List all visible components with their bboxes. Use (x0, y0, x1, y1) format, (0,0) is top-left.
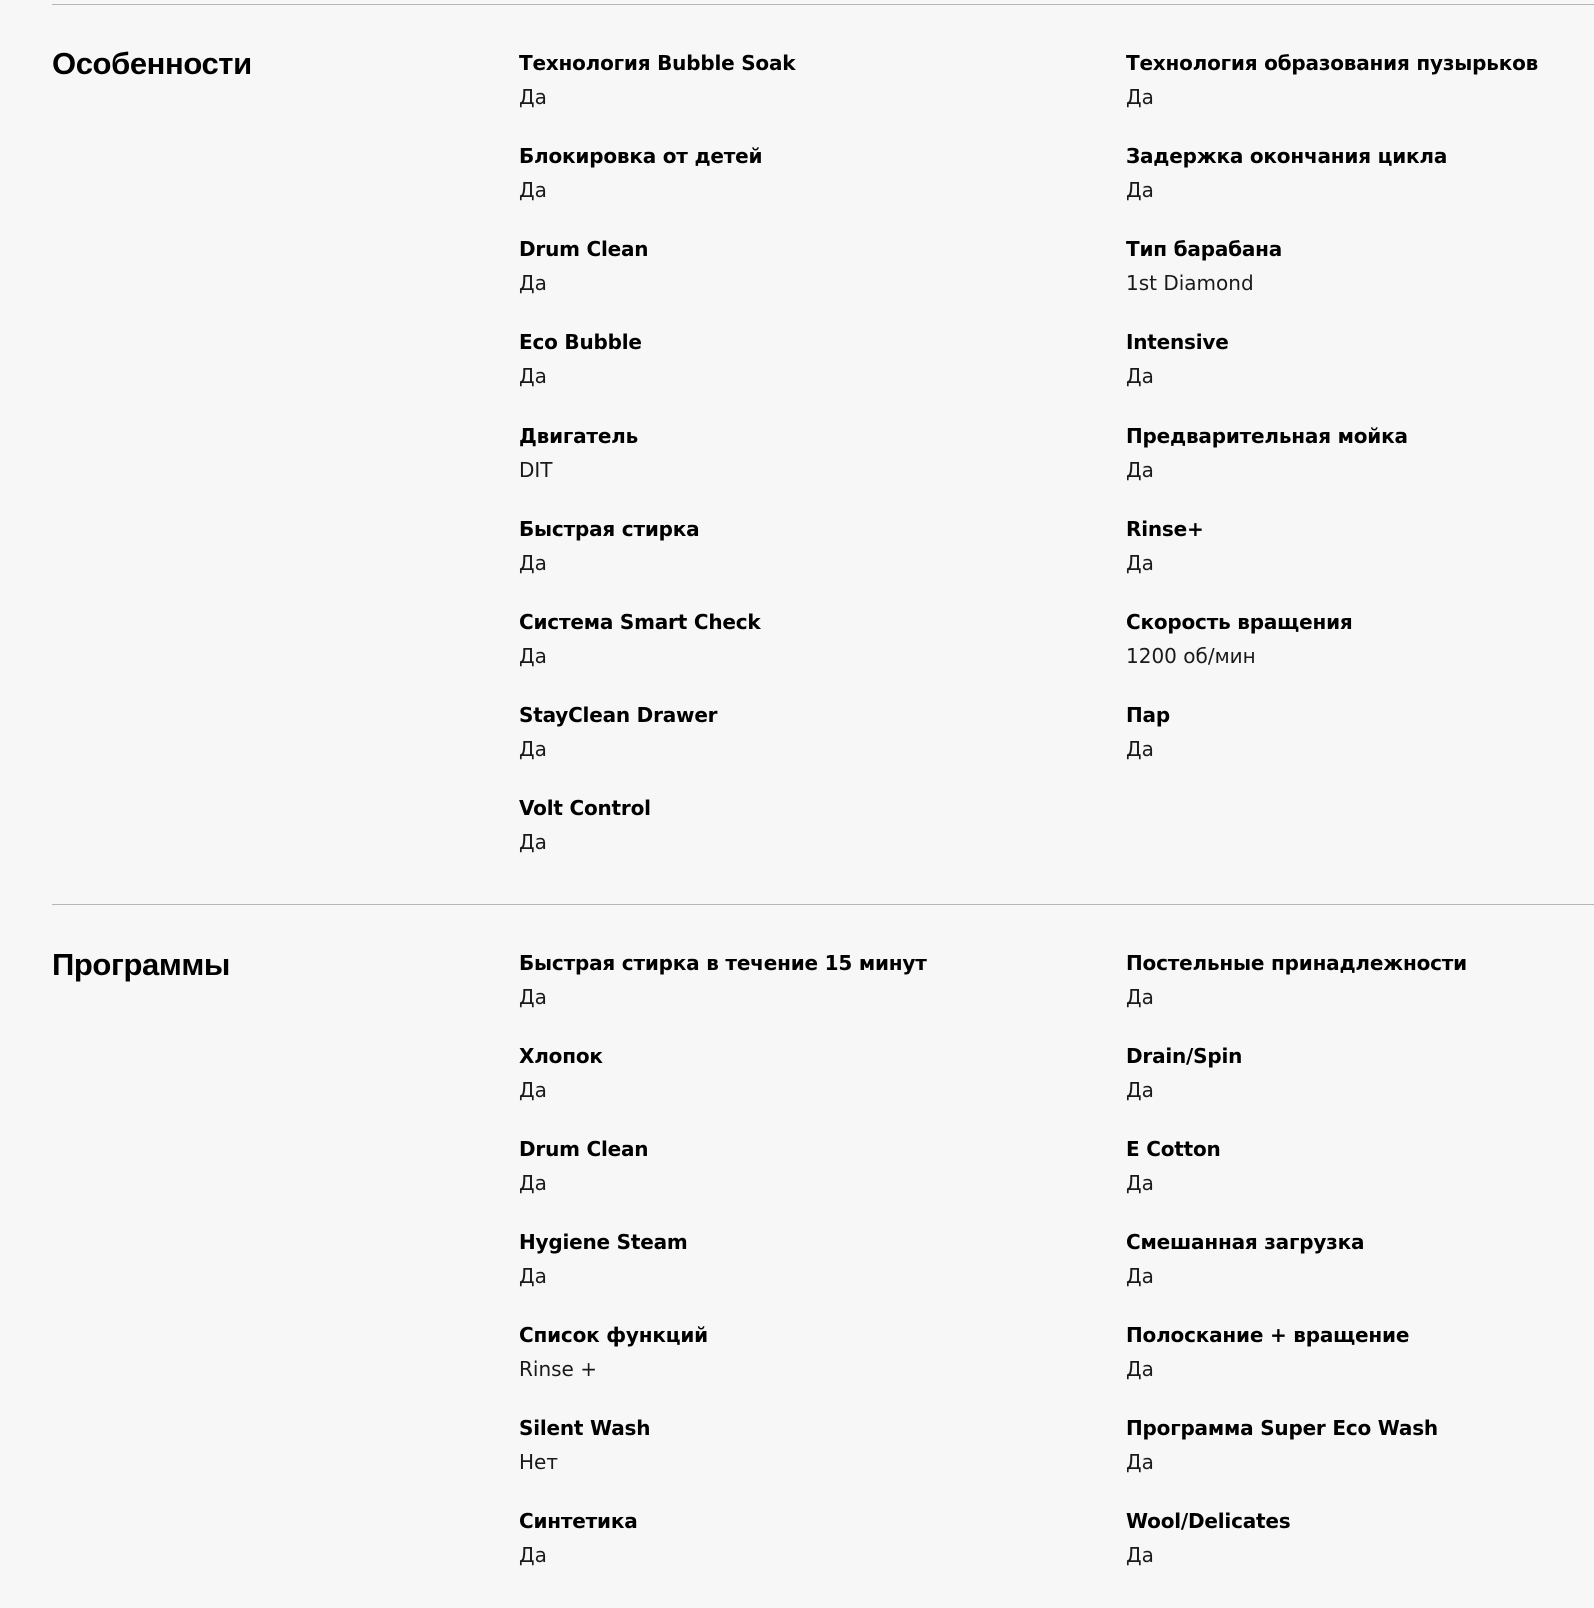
spec-item (519, 1043, 1039, 1103)
spec-item (1126, 143, 1594, 203)
spec-item (519, 795, 1039, 855)
section-divider-top (52, 4, 1594, 5)
spec-value: Да (519, 178, 547, 202)
spec-value: DIT (519, 458, 553, 482)
spec-label: Volt Control (519, 796, 651, 820)
spec-label: Синтетика (519, 1509, 638, 1533)
spec-label: Rinse+ (1126, 517, 1204, 541)
spec-label: Быстрая стирка в течение 15 минут (519, 951, 927, 975)
spec-value: Да (1126, 985, 1154, 1009)
spec-item (519, 1415, 1039, 1475)
spec-label: Wool/Delicates (1126, 1509, 1291, 1533)
spec-label: Программа Super Eco Wash (1126, 1416, 1438, 1440)
spec-value: 1200 об/мин (1126, 644, 1256, 668)
spec-label: Полоскание + вращение (1126, 1323, 1410, 1347)
spec-label: Список функций (519, 1323, 708, 1347)
spec-value: Да (1126, 1264, 1154, 1288)
spec-item (1126, 516, 1594, 576)
spec-item (1126, 236, 1594, 296)
spec-item (1126, 1322, 1594, 1382)
section-divider (52, 904, 1594, 905)
spec-item (519, 329, 1039, 389)
spec-label: Смешанная загрузка (1126, 1230, 1365, 1254)
spec-item (1126, 423, 1594, 483)
spec-item (1126, 1229, 1594, 1289)
spec-value: Да (519, 737, 547, 761)
spec-label: Hygiene Steam (519, 1230, 688, 1254)
spec-value: Да (519, 85, 547, 109)
spec-label: Блокировка от детей (519, 144, 763, 168)
spec-item (519, 1322, 1039, 1382)
spec-value: Да (519, 364, 547, 388)
spec-item (1126, 950, 1594, 1010)
spec-value: Да (1126, 737, 1154, 761)
spec-label: Технология Bubble Soak (519, 51, 796, 75)
spec-label: Технология образования пузырьков (1126, 51, 1539, 75)
spec-item (1126, 1415, 1594, 1475)
spec-label: Система Smart Check (519, 610, 761, 634)
spec-item (519, 609, 1039, 669)
spec-item (519, 423, 1039, 483)
spec-value: Да (519, 1543, 547, 1567)
section-programs (0, 945, 1594, 1605)
spec-label: StayClean Drawer (519, 703, 718, 727)
spec-value: Да (1126, 178, 1154, 202)
spec-item (1126, 609, 1594, 669)
spec-value: Да (519, 644, 547, 668)
spec-label: Задержка окончания цикла (1126, 144, 1448, 168)
spec-label: Eco Bubble (519, 330, 642, 354)
spec-label: Предварительная мойка (1126, 424, 1408, 448)
spec-label: E Cotton (1126, 1137, 1221, 1161)
section-features (0, 44, 1594, 854)
spec-value: 1st Diamond (1126, 271, 1254, 295)
spec-item (519, 702, 1039, 762)
spec-value: Нет (519, 1450, 558, 1474)
spec-value: Да (519, 551, 547, 575)
spec-item (1126, 50, 1594, 110)
spec-item (1126, 329, 1594, 389)
spec-value: Да (1126, 458, 1154, 482)
spec-item (519, 516, 1039, 576)
spec-item (519, 236, 1039, 296)
spec-label: Быстрая стирка (519, 517, 700, 541)
spec-value: Да (1126, 1543, 1154, 1567)
spec-value: Да (519, 1078, 547, 1102)
section-title-features: Особенности (52, 46, 252, 81)
spec-item (519, 1229, 1039, 1289)
spec-value: Да (1126, 1357, 1154, 1381)
spec-label: Постельные принадлежности (1126, 951, 1467, 975)
spec-item (1126, 702, 1594, 762)
spec-value: Rinse + (519, 1357, 597, 1381)
spec-value: Да (1126, 1450, 1154, 1474)
spec-item (519, 50, 1039, 110)
spec-value: Да (1126, 364, 1154, 388)
spec-value: Да (519, 1171, 547, 1195)
spec-label: Silent Wash (519, 1416, 651, 1440)
spec-label: Drum Clean (519, 1137, 649, 1161)
section-title-programs: Программы (52, 947, 230, 982)
spec-label: Двигатель (519, 424, 639, 448)
spec-item (1126, 1508, 1594, 1568)
spec-value: Да (1126, 1171, 1154, 1195)
spec-value: Да (1126, 85, 1154, 109)
spec-label: Drain/Spin (1126, 1044, 1243, 1068)
spec-label: Скорость вращения (1126, 610, 1353, 634)
spec-value: Да (519, 1264, 547, 1288)
spec-value: Да (1126, 551, 1154, 575)
spec-item (519, 1136, 1039, 1196)
spec-label: Intensive (1126, 330, 1229, 354)
spec-item (519, 950, 1039, 1010)
spec-label: Хлопок (519, 1044, 603, 1068)
spec-label: Drum Clean (519, 237, 649, 261)
spec-value: Да (1126, 1078, 1154, 1102)
spec-item (519, 1508, 1039, 1568)
spec-item (1126, 1136, 1594, 1196)
spec-label: Тип барабана (1126, 237, 1283, 261)
spec-item (1126, 1043, 1594, 1103)
spec-item (519, 143, 1039, 203)
spec-value: Да (519, 985, 547, 1009)
spec-value: Да (519, 830, 547, 854)
spec-value: Да (519, 271, 547, 295)
spec-label: Пар (1126, 703, 1170, 727)
